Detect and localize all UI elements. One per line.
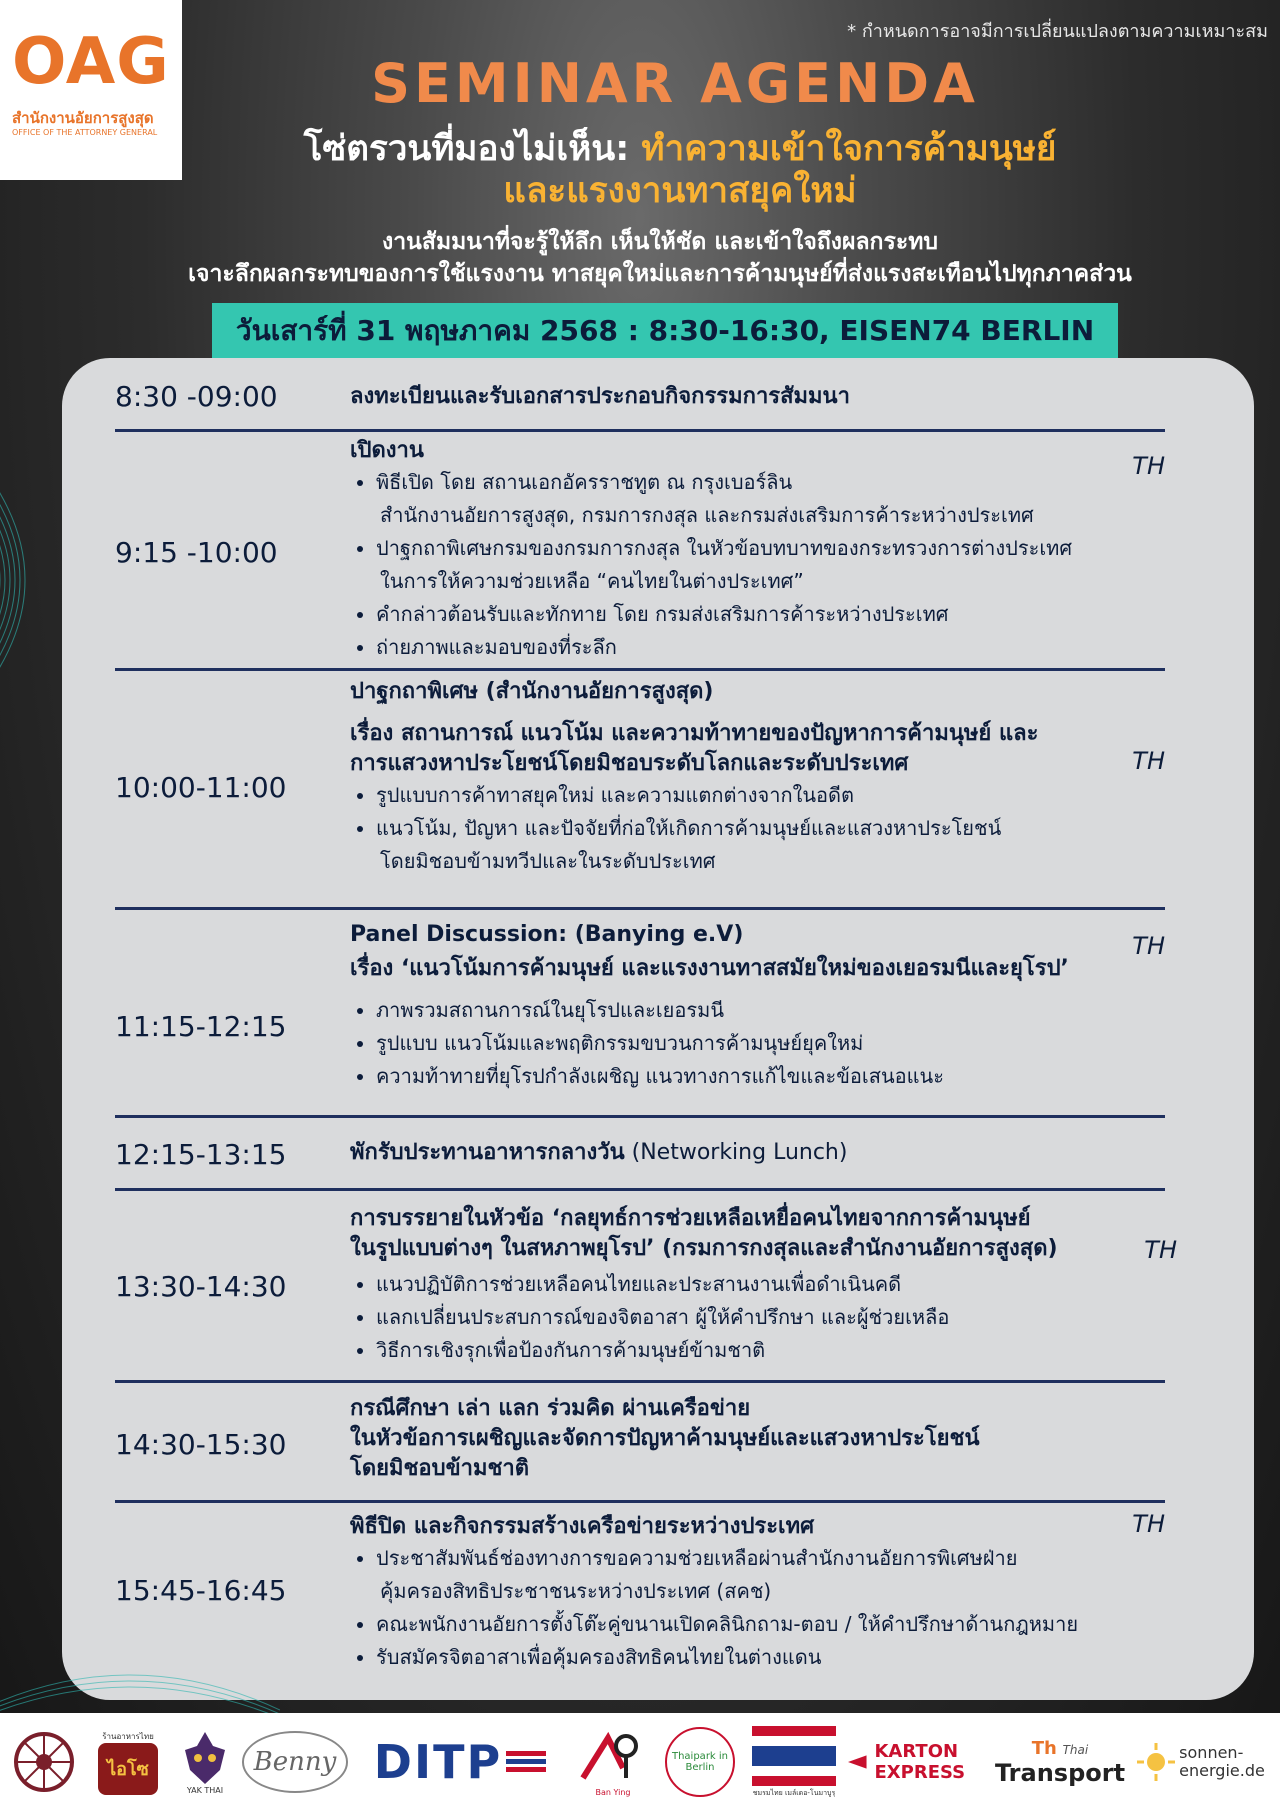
agenda-divider — [115, 1500, 1165, 1503]
bullet-item: • รับสมัครจิตอาสาเพื่อคุ้มครองสิทธิคนไทยในต่างแดน — [376, 1641, 1180, 1674]
agenda-row — [115, 434, 1165, 664]
agenda-bullets — [350, 1268, 1150, 1367]
tagline-line-1: งานสัมมนาที่จะรู้ให้ลึก เห็นให้ชัด และเข้าใจถึงผลกระทบ — [382, 229, 938, 255]
agenda-bullets — [350, 466, 1150, 664]
agenda-subtitle: ในรูปแบบต่างๆ ในสหภาพยุโรป’ (กรมการกงสุลและสำนักงานอัยการสูงสุด) — [350, 1236, 1058, 1261]
page-title: SEMINAR AGENDA — [371, 52, 979, 115]
agenda-bullets — [350, 994, 1150, 1093]
agenda-content — [350, 1512, 1180, 1674]
oag-logo-thai: สำนักงานอัยการสูงสุด — [12, 109, 154, 127]
agenda-time: 15:45-16:45 — [115, 1574, 287, 1607]
bullet-item: • คำกล่าวต้อนรับและทักทาย โดย กรมส่งเสริมการค้าระหว่างประเทศ — [376, 598, 1150, 631]
agenda-row — [115, 918, 1165, 1113]
bullet-item: • แนวปฏิบัติการช่วยเหลือคนไทยและประสานงานเพื่อดำเนินคดี — [376, 1268, 1150, 1301]
disclaimer-note: * กำหนดการอาจมีการเปลี่ยนแปลงตามความเหมาะสม — [847, 21, 1268, 42]
agenda-title: ปาฐกถาพิเศษ (สำนักงานอัยการสูงสุด) — [350, 679, 714, 704]
agenda-time: 9:15 -10:00 — [115, 536, 278, 569]
subtitle-part-b: ทำความเข้าใจการค้ามนุษย์ — [641, 129, 1057, 169]
ditp-logo: DITP — [360, 1713, 560, 1811]
bullet-item: • ถ่ายภาพและมอบของที่ระลึก — [376, 631, 1150, 664]
agenda-time: 13:30-14:30 — [115, 1270, 287, 1303]
agenda-title-line — [350, 1138, 1150, 1168]
karton-express-logo: KARTON EXPRESS — [848, 1713, 994, 1811]
agenda-bullets — [350, 1542, 1180, 1674]
bullet-item: • ภาพรวมสถานการณ์ในยุโรปและเยอรมนี — [376, 994, 1150, 1027]
agenda-row — [115, 1128, 1165, 1188]
sponsor-footer — [0, 1713, 1280, 1811]
agenda-content — [350, 1394, 1150, 1484]
agenda-content — [350, 677, 1150, 878]
bullet-item: • วิธีการเชิงรุกเพื่อป้องกันการค้ามนุษย์ข้ามชาติ — [376, 1334, 1150, 1367]
language-tag: TH — [1132, 932, 1165, 960]
thai-transport-logo: Th Thai Transport — [994, 1737, 1126, 1787]
agenda-divider — [115, 907, 1165, 910]
tagline — [60, 226, 1260, 290]
page-subtitle — [170, 128, 1190, 212]
dharma-wheel-logo — [8, 1713, 80, 1811]
agenda-title: พักรับประทานอาหารกลางวัน — [350, 1140, 625, 1165]
agenda-content — [350, 1204, 1150, 1367]
agenda-time: 11:15-12:15 — [115, 1010, 287, 1043]
language-tag: TH — [1132, 1510, 1165, 1538]
agenda-subtitle: โดยมิชอบข้ามชาติ — [350, 1456, 530, 1481]
agenda-subtitle: การแสวงหาประโยชน์โดยมิชอบระดับโลกและระดับประเทศ — [350, 751, 909, 776]
agenda-subtitle: เรื่อง ‘แนวโน้มการค้ามนุษย์ และแรงงานทาสสมัยใหม่ของเยอรมนีและยุโรป’ — [350, 956, 1069, 981]
date-banner: วันเสาร์ที่ 31 พฤษภาคม 2568 : 8:30-16:30, EISEN74 BERLIN — [212, 303, 1118, 359]
bullet-item: • แลกเปลี่ยนประสบการณ์ของจิตอาสา ผู้ให้คำปรึกษา และผู้ช่วยเหลือ — [376, 1301, 1150, 1334]
agenda-subtitle: ในหัวข้อการเผชิญและจัดการปัญหาค้ามนุษย์และแสวงหาประโยชน์ — [350, 1426, 980, 1451]
subtitle-part-c: และแรงงานทาสยุคใหม่ — [503, 171, 857, 211]
agenda-time: 14:30-15:30 — [115, 1428, 287, 1461]
agenda-content — [350, 382, 1150, 412]
agenda-divider — [115, 1115, 1165, 1118]
agenda-time: 12:15-13:15 — [115, 1138, 287, 1171]
agenda-title: พิธีปิด และกิจกรรมสร้างเครือข่ายระหว่างประเทศ — [350, 1514, 815, 1539]
agenda-divider — [115, 1380, 1165, 1383]
sonnen-energie-logo: sonnen- energie.de — [1126, 1713, 1276, 1811]
agenda-title-suffix: (Networking Lunch) — [624, 1140, 848, 1165]
tagline-line-2: เจาะลึกผลกระทบของการใช้แรงงาน ทาสยุคใหม่และการค้ามนุษย์ที่ส่งแรงสะเทือนไปทุกภาคส่วน — [188, 261, 1132, 287]
agenda-row — [115, 675, 1165, 905]
agenda-content — [350, 920, 1150, 1093]
ban-ying-logo: Ban Ying — [568, 1713, 658, 1811]
agenda-title: เปิดงาน — [350, 438, 424, 463]
oag-logo-mark: OAG — [12, 25, 170, 99]
bullet-item: • ปาฐกถาพิเศษกรมของกรมการกงสุล ในหัวข้อบทบาทของกระทรวงการต่างประเทศ ในการให้ความช่วยเหลือ “คนไทยในต่างประเทศ” — [376, 532, 1150, 598]
agenda-title: กรณีศึกษา เล่า แลก ร่วมคิด ผ่านเครือข่าย — [350, 1396, 751, 1421]
bullet-item: • แนวโน้ม, ปัญหา และปัจจัยที่ก่อให้เกิดการค้ามนุษย์และแสวงหาประโยชน์ โดยมิชอบข้ามทวีปและในระดับประเทศ — [376, 812, 1150, 878]
bullet-item: • พิธีเปิด โดย สถานเอกอัครราชทูต ณ กรุงเบอร์ลิน สำนักงานอัยการสูงสุด, กรมการกงสุล และกรมส่งเสริมการค้าระหว่างประเทศ — [376, 466, 1150, 532]
agenda-divider — [115, 429, 1165, 432]
agenda-row — [115, 1392, 1165, 1492]
language-tag: TH — [1144, 1236, 1177, 1264]
agenda-subtitle: เรื่อง สถานการณ์ แนวโน้ม และความท้าทายของปัญหาการค้ามนุษย์ และ — [350, 721, 1039, 746]
benny-logo: Benny — [240, 1713, 350, 1811]
yak-thai-logo: YAK THAI — [170, 1713, 240, 1811]
oag-logo-english: OFFICE OF THE ATTORNEY GENERAL — [12, 128, 158, 137]
bullet-item: • คณะพนักงานอัยการตั้งโต๊ะคู่ขนานเปิดคลินิกถาม-ตอบ / ให้คำปรึกษาด้านกฎหมาย — [376, 1608, 1180, 1641]
language-tag: TH — [1132, 452, 1165, 480]
agenda-title: Panel Discussion: (Banying e.V) — [350, 922, 744, 947]
bullet-item: • รูปแบบ แนวโน้มและพฤติกรรมขบวนการค้ามนุษย์ยุคใหม่ — [376, 1027, 1150, 1060]
agenda-time: 8:30 -09:00 — [115, 380, 278, 413]
agenda-row — [115, 378, 1165, 418]
agenda-bullets — [350, 779, 1150, 878]
agenda-content — [350, 436, 1150, 664]
bullet-item: • ประชาสัมพันธ์ช่องทางการขอความช่วยเหลือผ่านสำนักงานอัยการพิเศษฝ่าย คุ้มครองสิทธิประชาชนระหว่างประเทศ (สคช) — [376, 1542, 1180, 1608]
iso-restaurant-logo: ร้านอาหารไทย ไอโซ — [92, 1713, 164, 1811]
bullet-item: • ความท้าทายที่ยุโรปกำลังเผชิญ แนวทางการแก้ไขและข้อเสนอแนะ — [376, 1060, 1150, 1093]
agenda-row — [115, 1202, 1177, 1377]
agenda-content — [350, 1138, 1150, 1168]
thai-community-flag-logo: ชมรมไทย เมล์เดอ-โนมาบูรุ — [748, 1713, 840, 1811]
language-tag: TH — [1132, 747, 1165, 775]
agenda-title: ลงทะเบียนและรับเอกสารประกอบกิจกรรมการสัมมนา — [350, 384, 850, 409]
agenda-title: การบรรยายในหัวข้อ ‘กลยุทธ์การช่วยเหลือเหยื่อคนไทยจากการค้ามนุษย์ — [350, 1206, 1031, 1231]
thaipark-logo: Thaipark in Berlin — [660, 1713, 740, 1811]
subtitle-part-a: โซ่ตรวนที่มองไม่เห็น: — [303, 129, 642, 169]
agenda-divider — [115, 668, 1165, 671]
agenda-time: 10:00-11:00 — [115, 771, 287, 804]
agenda-divider — [115, 1188, 1165, 1191]
decorative-swirl-bottom — [0, 1640, 280, 1720]
bullet-item: • รูปแบบการค้าทาสยุคใหม่ และความแตกต่างจากในอดีต — [376, 779, 1150, 812]
